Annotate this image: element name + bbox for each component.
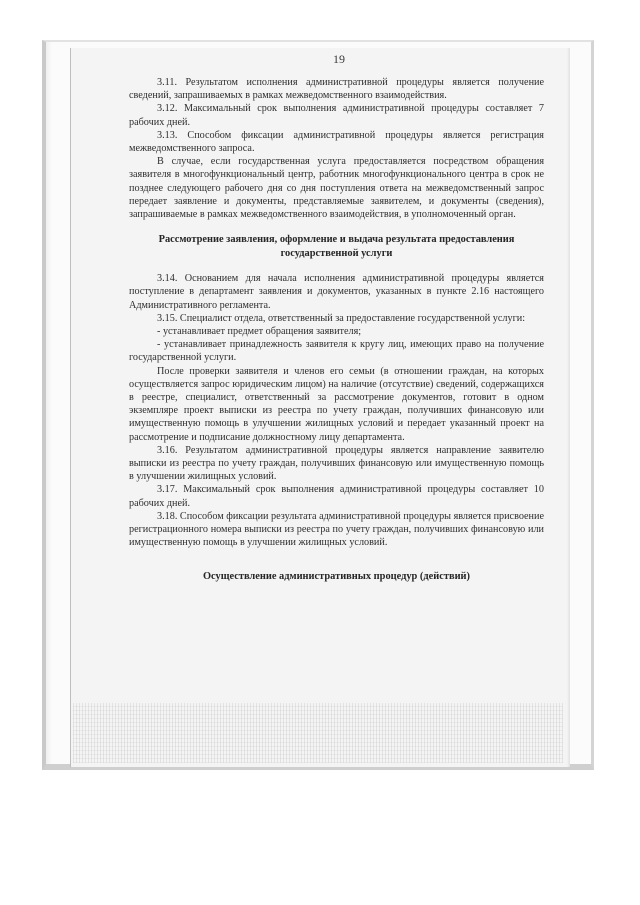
paragraph-3-15: 3.15. Специалист отдела, ответственный за предоставление государственной услуги: <box>157 312 526 324</box>
list-item-eligibility: - устанавливает принадлежность заявителя к кругу лиц, имеющих право на получение государственной услуги. <box>129 339 544 364</box>
page-edge-shadow <box>567 48 570 768</box>
paragraph-3-11: 3.11. Результатом исполнения административной процедуры является получение сведений, запрашиваемых в рамках межведомственного взаимодействия. <box>129 77 544 102</box>
paragraph-verification: После проверки заявителя и членов его семьи (в отношении граждан, на которых осуществляется запрос юридическим лицом) на наличие (отсутствие) сведений, содержащихся в реестре, специалист, ответственный за рассмотрение документов, готовит в одном экземпляре проект выписки из реестра по учету граждан, получивших финансовую или имущественную помощь в улучшении жилищных условий и передает указанный проект на рассмотрение и подписание должностному лицу департамента. <box>129 365 544 443</box>
paragraph-3-17: 3.17. Максимальный срок выполнения административной процедуры составляет 10 рабочих дней. <box>129 484 544 509</box>
paragraph-3-13: 3.13. Способом фиксации административной процедуры является регистрация межведомственного запроса. <box>129 129 544 155</box>
section-heading-procedures: Осуществление административных процедур (действий) <box>202 570 471 582</box>
paragraph-3-14: 3.14. Основанием для начала исполнения административной процедуры является поступление в департамент заявления и документов, указанных в пункте 2.16 настоящего Административного регламента. <box>129 273 544 311</box>
page-number: 19 <box>333 52 345 66</box>
scan-noise-strip <box>73 703 563 763</box>
document-page <box>70 48 570 768</box>
list-item-subject: - устанавливает предмет обращения заявителя; <box>157 326 362 338</box>
paragraph-3-18: 3.18. Способом фиксации результата административной процедуры является присвоение регистрационного номера выписки из реестра по учету граждан, получивших финансовую или имущественную помощь в улучшении жилищных условий. <box>129 510 544 549</box>
section-heading-review: Рассмотрение заявления, оформление и выдача результата предоставления государственной услуги <box>158 234 515 259</box>
document-body <box>129 76 544 595</box>
paragraph-3-16: 3.16. Результатом административной процедуры является направление заявителю выписки из реестра по учету граждан, получивших финансовую или имущественную помощь в улучшении жилищных условий. <box>129 444 544 483</box>
paragraph-3-12: 3.12. Максимальный срок выполнения административной процедуры составляет 7 рабочих дней. <box>129 103 544 128</box>
paragraph-mfc: В случае, если государственная услуга предоставляется посредством обращения заявителя в многофункциональный центр, работник многофункционального центра в срок не позднее следующего рабочего дня со дня поступления ответа на межведомственный запрос передает заявление и документы, представляемые заявителем, и документы (сведения), запрашиваемые в рамках межведомственного взаимодействия, в уполномоченный орган. <box>129 156 544 221</box>
